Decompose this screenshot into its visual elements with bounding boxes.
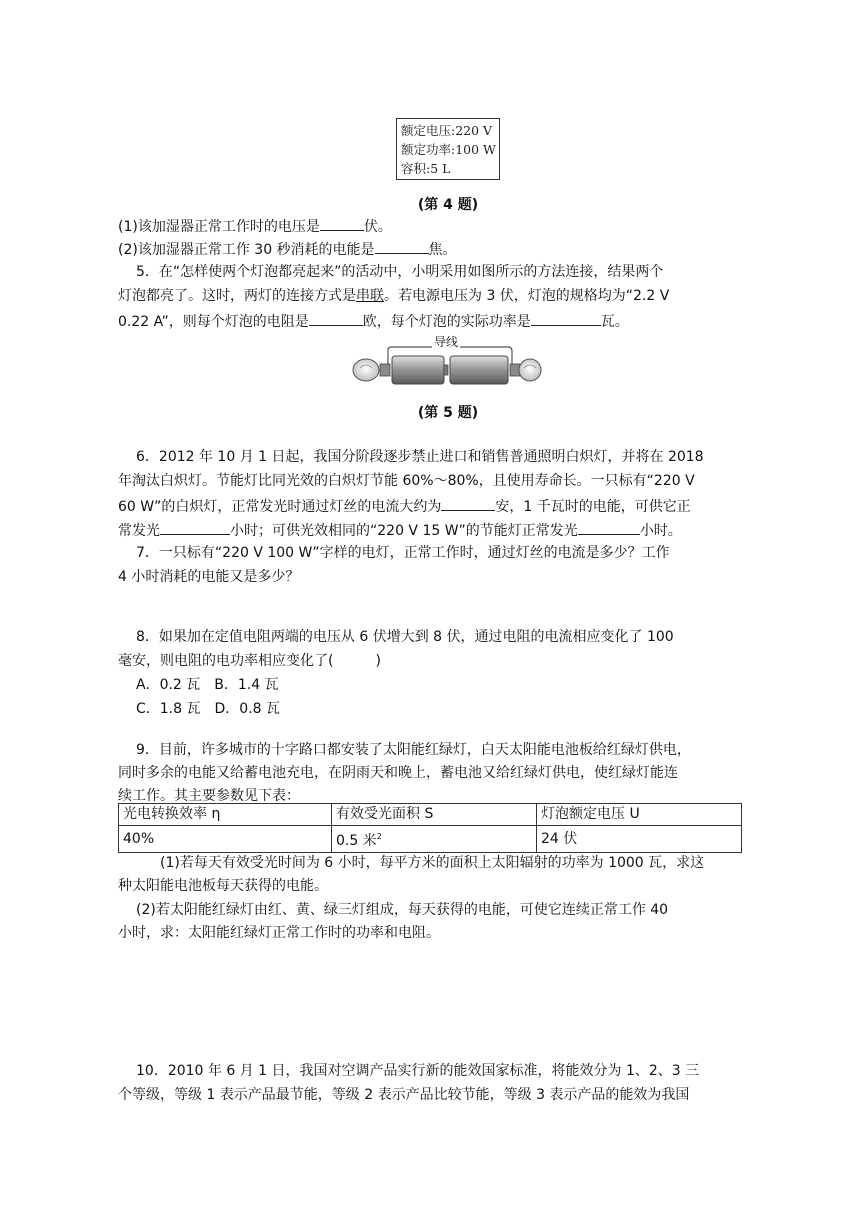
table-cell: 24 伏 <box>537 826 742 853</box>
q6-line1: 6．2012 年 10 月 1 日起，我国分阶段逐步禁止进口和销售普通照明白炽灯，并将在 2018 <box>136 449 704 465</box>
q10-line2: 个等级，等级 1 表示产品最节能，等级 2 表示产品比较节能，等级 3 表示产品的能效为我国 <box>118 1087 690 1103</box>
q9-line2: 同时多余的电能又给蓄电池充电，在阴雨天和晚上，蓄电池又给红绿灯供电，使红绿灯能连 <box>118 765 678 781</box>
q5-line3: 0.22 A”，则每个灯泡的电阻是 欧，每个灯泡的实际功率是 瓦。 <box>118 310 629 332</box>
q7-line1: 7．一只标有“220 V 100 W”字样的电灯，正常工作时，通过灯丝的电流是多少？工作 <box>136 545 670 561</box>
q9-sub1-line1: (1)若每天有效受光时间为 6 小时，每平方米的面积上太阳辐射的功率为 1000 瓦，求这 <box>160 855 705 871</box>
bulb-right <box>510 359 541 381</box>
humidifier-spec-label <box>396 118 500 180</box>
q4-part2: (2)该加湿器正常工作 30 秒消耗的电能是 焦。 <box>118 238 457 260</box>
q5-line2: 灯泡都亮了。这时，两灯的连接方式是串联。若电源电压为 3 伏，灯泡的规格均为“2.2 V <box>118 288 670 304</box>
q6-line4: 常发光 小时；可供光效相同的“220 V 15 W”的节能灯正常发光 小时。 <box>118 519 682 541</box>
table-cell: 灯泡额定电压 U <box>537 804 742 826</box>
battery-left <box>392 356 444 384</box>
q6-line2: 年淘汰白炽灯。节能灯比同光效的白炽灯节能 60%～80%，且使用寿命长。一只标有“220 V <box>118 473 695 489</box>
wire-label: 导线 <box>434 335 459 349</box>
q10-line1: 10．2010 年 6 月 1 日，我国对空调产品实行新的能效国家标准，将能效分为 1、2、3 三 <box>136 1063 700 1079</box>
q5-caption: (第 5 题) <box>417 405 479 421</box>
q6-line3: 60 W”的白炽灯，正常发光时通过灯丝的电流大约为 安，1 千瓦时的电能，可供它正 <box>118 495 691 517</box>
q8-line2: 毫安，则电阻的电功率相应变化了( ) <box>118 653 381 669</box>
solar-parameters-table <box>118 803 742 853</box>
q7-line2: 4 小时消耗的电能又是多少？ <box>118 569 300 585</box>
table-cell: 0.5 米$^2$ <box>332 826 537 853</box>
q8-options-cd: C．1.8 瓦 D．0.8 瓦 <box>136 701 280 717</box>
q5-line1: 5．在“怎样使两个灯泡都亮起来”的活动中，小明采用如图所示的方法连接，结果两个 <box>136 264 664 280</box>
q4-part1: (1)该加湿器正常工作时的电压是 伏。 <box>118 215 392 237</box>
spec-power: 额定功率:100 W <box>401 142 496 157</box>
q8-line1: 8．如果加在定值电阻两端的电压从 6 伏增大到 8 伏，通过电阻的电流相应变化了 100 <box>136 629 674 645</box>
q9-line1: 9．目前，许多城市的十字路口都安装了太阳能红绿灯，白天太阳能电池板给红绿灯供电， <box>136 742 691 758</box>
table-row <box>119 826 742 853</box>
q9-line3: 续工作。其主要参数见下表： <box>118 788 300 804</box>
q8-options-ab: A．0.2 瓦 B．1.4 瓦 <box>136 677 279 693</box>
q9-sub2-line2: 小时，求：太阳能红绿灯正常工作时的功率和电阻。 <box>118 925 440 941</box>
q5-answer-series: 串联 <box>356 288 384 304</box>
table-cell: 40% <box>119 826 332 853</box>
q9-sub1-line2: 种太阳能电池板每天获得的电能。 <box>118 878 328 894</box>
table-cell: 有效受光面积 S <box>332 804 537 826</box>
q4-caption: (第 4 题) <box>417 197 479 213</box>
spec-capacity: 容积:5 L <box>401 161 451 176</box>
spec-voltage: 额定电压:220 V <box>401 123 493 138</box>
bulb-left <box>353 359 390 381</box>
battery-right <box>450 356 508 384</box>
q9-sub2-line1: (2)若太阳能红绿灯由红、黄、绿三灯组成，每天获得的电能，可使它连续正常工作 40 <box>136 902 669 918</box>
table-cell: 光电转换效率 η <box>119 804 332 826</box>
table-header-row <box>119 804 742 826</box>
